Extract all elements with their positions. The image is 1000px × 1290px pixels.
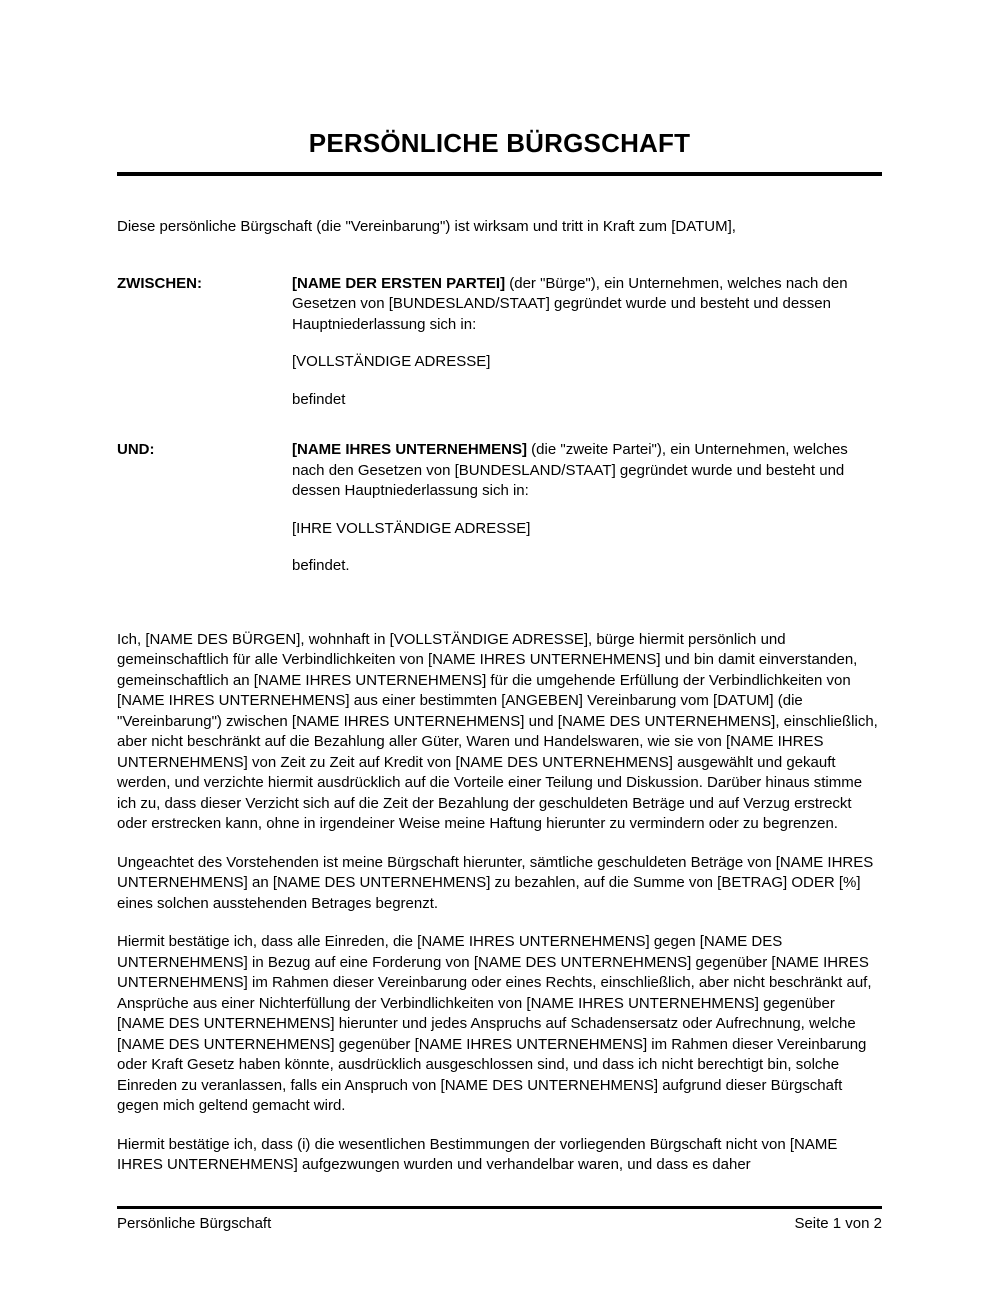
party-content-und: [292, 440, 882, 577]
party-address-placeholder: [VOLLSTÄNDIGE ADRESSE]: [292, 353, 491, 370]
party-suffix: befindet: [292, 390, 346, 408]
party-name-placeholder: [NAME DER ERSTEN PARTEI]: [292, 274, 506, 292]
footer-divider: [117, 1206, 882, 1209]
party-description: [292, 440, 882, 502]
party-suffix: befindet.: [292, 557, 350, 574]
party-description-text: (der "Bürge"), ein Unternehmen, welches nach den Gesetzen von [BUNDESLAND/STAAT] gegründet wurde und besteht und dessen Hauptniederlassung sich in:: [292, 274, 848, 333]
body-paragraph-1: Ich, [NAME DES BÜRGEN], wohnhaft in [VOLLSTÄNDIGE ADRESSE], bürge hiermit persönlich und gemeinschaftlich für alle Verbindlichkeiten von [NAME IHRES UNTERNEHMENS] und bin damit einverstanden, gemeinschaftlich an [NAME IHRES UNTERNEHMENS] für die umgehende Erfüllung der Verbindlichkeiten von [NAME IHRES UNTERNEHMENS] aus einer bestimmten [ANGEBEN] Vereinbarung vom [DATUM] (die "Vereinbarung") zwischen [NAME IHRES UNTERNEHMENS] und [NAME DES UNTERNEHMENS], einschließlich, aber nicht beschränkt auf die Bezahlung aller Güter, Waren und Handelswaren, wie sie von [NAME IHRES UNTERNEHMENS] von Zeit zu Zeit auf Kredit von [NAME DES UNTERNEHMENS] ausgewählt und gekauft werden, und verzichte hiermit ausdrücklich auf die Vorteile einer Teilung und Diskussion. Darüber hinaus stimme ich zu, dass dieser Verzicht sich auf die Zeit der Bezahlung der geschuldeten Beträge und auf Verzug erstreckt oder erstrecken kann, ohne in irgendeiner Weise meine Haftung hierunter zu vermindern oder zu begrenzen.: [117, 630, 878, 832]
party-address-placeholder: [IHRE VOLLSTÄNDIGE ADRESSE]: [292, 519, 531, 537]
party-section-zwischen: [117, 274, 882, 411]
party-label-und: UND:: [117, 441, 155, 458]
party-content-zwischen: [292, 274, 882, 411]
party-description-text: (die "zweite Partei"), ein Unternehmen, welches nach den Gesetzen von [BUNDESLAND/STAAT] gegründet wurde und besteht und dessen Hauptniederlassung sich in:: [292, 441, 848, 499]
party-label-zwischen: ZWISCHEN:: [117, 274, 202, 292]
footer-document-title: Persönliche Bürgschaft: [117, 1215, 272, 1232]
footer-row: [117, 1214, 882, 1234]
party-section-und: [117, 440, 882, 577]
intro-paragraph: Diese persönliche Bürgschaft (die "Vereinbarung") ist wirksam und tritt in Kraft zum [DATUM],: [117, 218, 736, 235]
body-paragraph-4: Hiermit bestätige ich, dass (i) die wesentlichen Bestimmungen der vorliegenden Bürgschaft nicht von [NAME IHRES UNTERNEHMENS] aufgezwungen wurden und verhandelbar waren, und dass es daher: [117, 1135, 838, 1173]
party-name-placeholder: [NAME IHRES UNTERNEHMENS]: [292, 441, 528, 458]
party-description: [292, 274, 882, 336]
body-paragraph-3: Hiermit bestätige ich, dass alle Einreden, die [NAME IHRES UNTERNEHMENS] gegen [NAME DES UNTERNEHMENS] in Bezug auf eine Forderung von [NAME DES UNTERNEHMENS] gegenüber [NAME IHRES UNTERNEHMENS] im Rahmen dieser Vereinbarung oder eines Rechts, einschließlich, aber nicht beschränkt auf, Ansprüche aus einer Nichterfüllung der Verbindlichkeiten von [NAME IHRES UNTERNEHMENS] gegenüber [NAME DES UNTERNEHMENS] hierunter und jedes Anspruchs auf Schadensersatz oder Aufrechnung, welche [NAME DES UNTERNEHMENS] gegenüber [NAME IHRES UNTERNEHMENS] im Rahmen dieser Vereinbarung oder Kraft Gesetz haben könnte, ausdrücklich ausgeschlossen sind, und dass ich nicht berechtigt bin, solche Einreden zu veranlassen, falls ein Anspruch von [NAME DES UNTERNEHMENS] aufgrund dieser Bürgschaft gegen mich geltend gemacht wird.: [117, 933, 872, 1114]
footer-page-number: Seite 1 von 2: [794, 1215, 882, 1232]
body-paragraph-2: Ungeachtet des Vorstehenden ist meine Bürgschaft hierunter, sämtliche geschuldeten Beträge von [NAME IHRES UNTERNEHMENS] an [NAME DES UNTERNEHMENS] zu bezahlen, auf die Summe von [BETRAG] ODER [%] eines solchen ausstehenden Betrages begrenzt.: [117, 853, 874, 912]
title-divider: [117, 172, 882, 176]
page-footer: [117, 1206, 882, 1234]
page-title: PERSÖNLICHE BÜRGSCHAFT: [308, 128, 691, 158]
